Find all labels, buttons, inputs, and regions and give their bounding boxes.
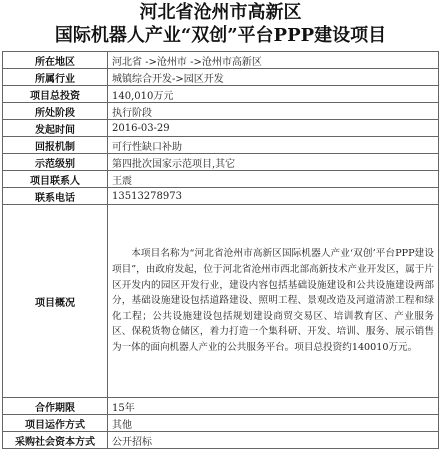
overview-text: 本项目名称为“河北省沧州市高新区国际机器人产业‘双创’平台PPP建设项目”，由政府发起，位于河北省沧州市西北部高新技术产业开发区，属于片区开发内的园区开发行业，建设内容包括基础设施建设和公共设施建设两部分，基础设施建设包括道路建设、照明工程、景观改造及河道清淤工程和绿化工程；公共设施建设包括规划建设商贸交易区、培训教育区、产业服务区、保税货物仓储区，着力打造一个集科研、开发、培训、服务、展示销售为一体的面向机器人产业的公共服务平台。项目总投资约140010万元。 [108,205,439,398]
page-title-line-2: 国际机器人产业“双创”平台PPP建设项目 [54,25,387,46]
total-investment-value: 140,010万元 [108,86,439,103]
row-procurement-method [3,432,439,449]
return-mechanism-label: 回报机制 [3,137,108,154]
industry-value: 城镇综合开发->园区开发 [108,69,439,86]
row-demo-level [3,154,439,171]
launch-date-value: 2016-03-29 [108,120,439,137]
page-title-line-1: 河北省沧州市高新区 [139,2,302,23]
row-operation-mode [3,415,439,432]
industry-label: 所属行业 [3,69,108,86]
row-total-investment [3,86,439,103]
return-mechanism-value: 可行性缺口补助 [108,137,439,154]
stage-label: 所处阶段 [3,103,108,120]
overview-label: 项目概况 [3,205,108,398]
demo-level-label: 示范级别 [3,154,108,171]
project-info-table [2,51,439,449]
row-contact-person [3,171,439,188]
operation-mode-label: 项目运作方式 [3,415,108,432]
row-launch-date [3,120,439,137]
row-overview [3,205,439,398]
contact-phone-value: 13513278973 [108,188,439,205]
contact-person-label: 项目联系人 [3,171,108,188]
operation-mode-value: 其他 [108,415,439,432]
location-value: 河北省 ->沧州市 ->沧州市高新区 [108,52,439,69]
stage-value: 执行阶段 [108,103,439,120]
procurement-method-value: 公开招标 [108,432,439,449]
launch-date-label: 发起时间 [3,120,108,137]
row-stage [3,103,439,120]
row-cooperation-term [3,398,439,415]
row-contact-phone [3,188,439,205]
procurement-method-label: 采购社会资本方式 [3,432,108,449]
cooperation-term-label: 合作期限 [3,398,108,415]
row-return-mechanism [3,137,439,154]
total-investment-label: 项目总投资 [3,86,108,103]
contact-phone-label: 联系电话 [3,188,108,205]
location-label: 所在地区 [3,52,108,69]
demo-level-value: 第四批次国家示范项目,其它 [108,154,439,171]
contact-person-value: 王震 [108,171,439,188]
row-location [3,52,439,69]
row-industry [3,69,439,86]
cooperation-term-value: 15年 [108,398,439,415]
